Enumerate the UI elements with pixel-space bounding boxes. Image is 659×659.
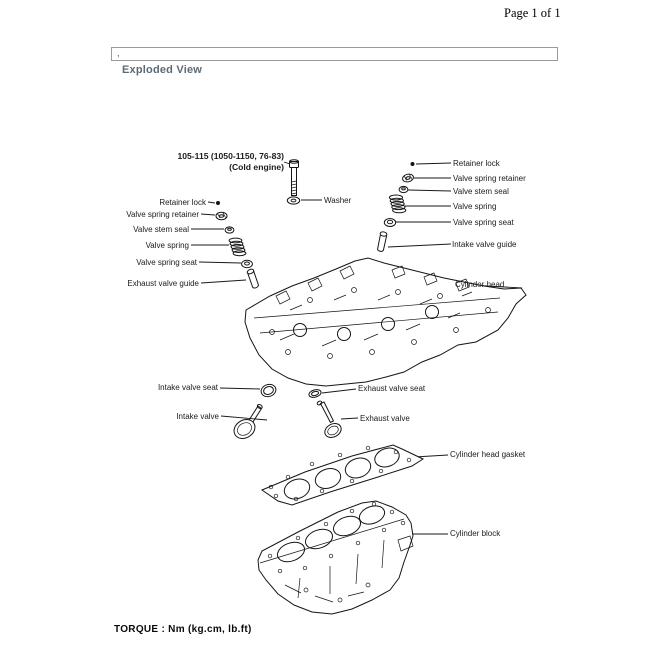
- intake-valve-seat-drawing: [260, 382, 278, 398]
- exhaust-valvetrain-parts: [216, 201, 258, 288]
- exhaust-valve-guide-drawing: [247, 268, 259, 288]
- valve-spring-retainer-right-label: Valve spring retainer: [453, 174, 526, 183]
- intake-valve-drawing: [231, 404, 263, 443]
- cylinder-head-label: Cylinder head: [455, 280, 505, 289]
- exhaust-valve-drawing: [317, 400, 344, 440]
- valve-spring-right-label: Valve spring: [453, 202, 497, 211]
- exhaust-valve-guide-label: Exhaust valve guide: [127, 279, 199, 288]
- torque-spec-label: 105-115 (1050-1150, 76-83): [177, 151, 284, 161]
- cylinder-block-label: Cylinder block: [450, 529, 501, 538]
- retainer-lock-left-label: Retainer lock: [159, 198, 206, 207]
- exhaust-valve-seat-drawing: [308, 388, 322, 398]
- page-indicator: Page 1 of 1: [504, 6, 561, 20]
- valve-spring-left-label: Valve spring: [145, 241, 189, 250]
- cylinder-head-drawing: [245, 258, 526, 386]
- valve-stem-seal-right-label: Valve stem seal: [453, 187, 509, 196]
- valve-spring-left-drawing: [229, 238, 246, 256]
- washer-label: Washer: [324, 196, 352, 205]
- cylinder-head-gasket-label: Cylinder head gasket: [450, 450, 526, 459]
- intake-valvetrain-parts: [378, 162, 415, 251]
- intake-valve-guide-label: Intake valve guide: [452, 240, 517, 249]
- exhaust-valve-label: Exhaust valve: [360, 414, 410, 423]
- exhaust-valve-seat-label: Exhaust valve seat: [358, 384, 426, 393]
- washer-drawing: [287, 197, 299, 204]
- valve-spring-right-drawing: [389, 195, 405, 213]
- retainer-lock-right-label: Retainer lock: [453, 159, 500, 168]
- intake-valve-seat-label: Intake valve seat: [157, 383, 218, 392]
- intake-valve-label: Intake valve: [176, 412, 219, 421]
- intake-valve-guide-drawing: [378, 231, 388, 251]
- valve-spring-seat-right-label: Valve spring seat: [453, 218, 514, 227]
- head-bolt-drawing: [290, 160, 299, 196]
- torque-note: TORQUE : Nm (kg.cm, lb.ft): [114, 624, 252, 635]
- torque-condition-label: (Cold engine): [229, 162, 284, 172]
- cylinder-block-drawing: [258, 501, 413, 614]
- valve-spring-seat-left-label: Valve spring seat: [136, 258, 197, 267]
- section-title: Exploded View: [122, 64, 203, 76]
- top-text-field-value: ,: [117, 48, 120, 58]
- cylinder-head-gasket-drawing: [262, 445, 423, 505]
- valve-spring-retainer-left-label: Valve spring retainer: [126, 210, 199, 219]
- valve-stem-seal-left-label: Valve stem seal: [133, 225, 189, 234]
